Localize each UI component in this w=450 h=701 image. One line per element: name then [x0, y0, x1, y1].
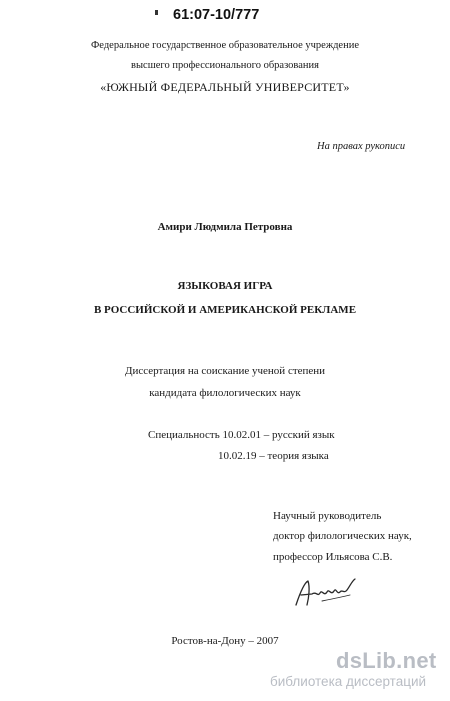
handwritten-signature [292, 575, 362, 611]
library-stamp-code: 61:07-10/777 [173, 7, 260, 23]
organization-line-1: Федеральное государственное образовательное учреждение [91, 40, 359, 51]
watermark-logo: dsLib.net [336, 648, 437, 673]
thesis-title-line-1: ЯЗЫКОВАЯ ИГРА [177, 280, 273, 292]
specialty-line-1: Специальность 10.02.01 – русский язык [148, 429, 335, 441]
supervisor-name: профессор Ильясова С.В. [273, 551, 393, 563]
scan-mark [155, 10, 158, 15]
watermark-subtitle: библиотека диссертаций [270, 674, 427, 689]
supervisor-heading: Научный руководитель [273, 510, 382, 522]
supervisor-degree: доктор филологических наук, [273, 530, 412, 542]
specialty-line-2: 10.02.19 – теория языка [218, 450, 329, 462]
organization-line-2: высшего профессионального образования [131, 60, 319, 71]
degree-line-2: кандидата филологических наук [149, 387, 301, 399]
thesis-title-line-2: В РОССИЙСКОЙ И АМЕРИКАНСКОЙ РЕКЛАМЕ [93, 304, 357, 316]
city-year: Ростов-на-Дону – 2007 [171, 635, 279, 647]
manuscript-rights-note: На правах рукописи [317, 141, 406, 152]
degree-line-1: Диссертация на соискание ученой степени [124, 365, 326, 377]
author-name: Амири Людмила Петровна [157, 221, 293, 233]
university-name: «ЮЖНЫЙ ФЕДЕРАЛЬНЫЙ УНИВЕРСИТЕТ» [100, 80, 350, 94]
